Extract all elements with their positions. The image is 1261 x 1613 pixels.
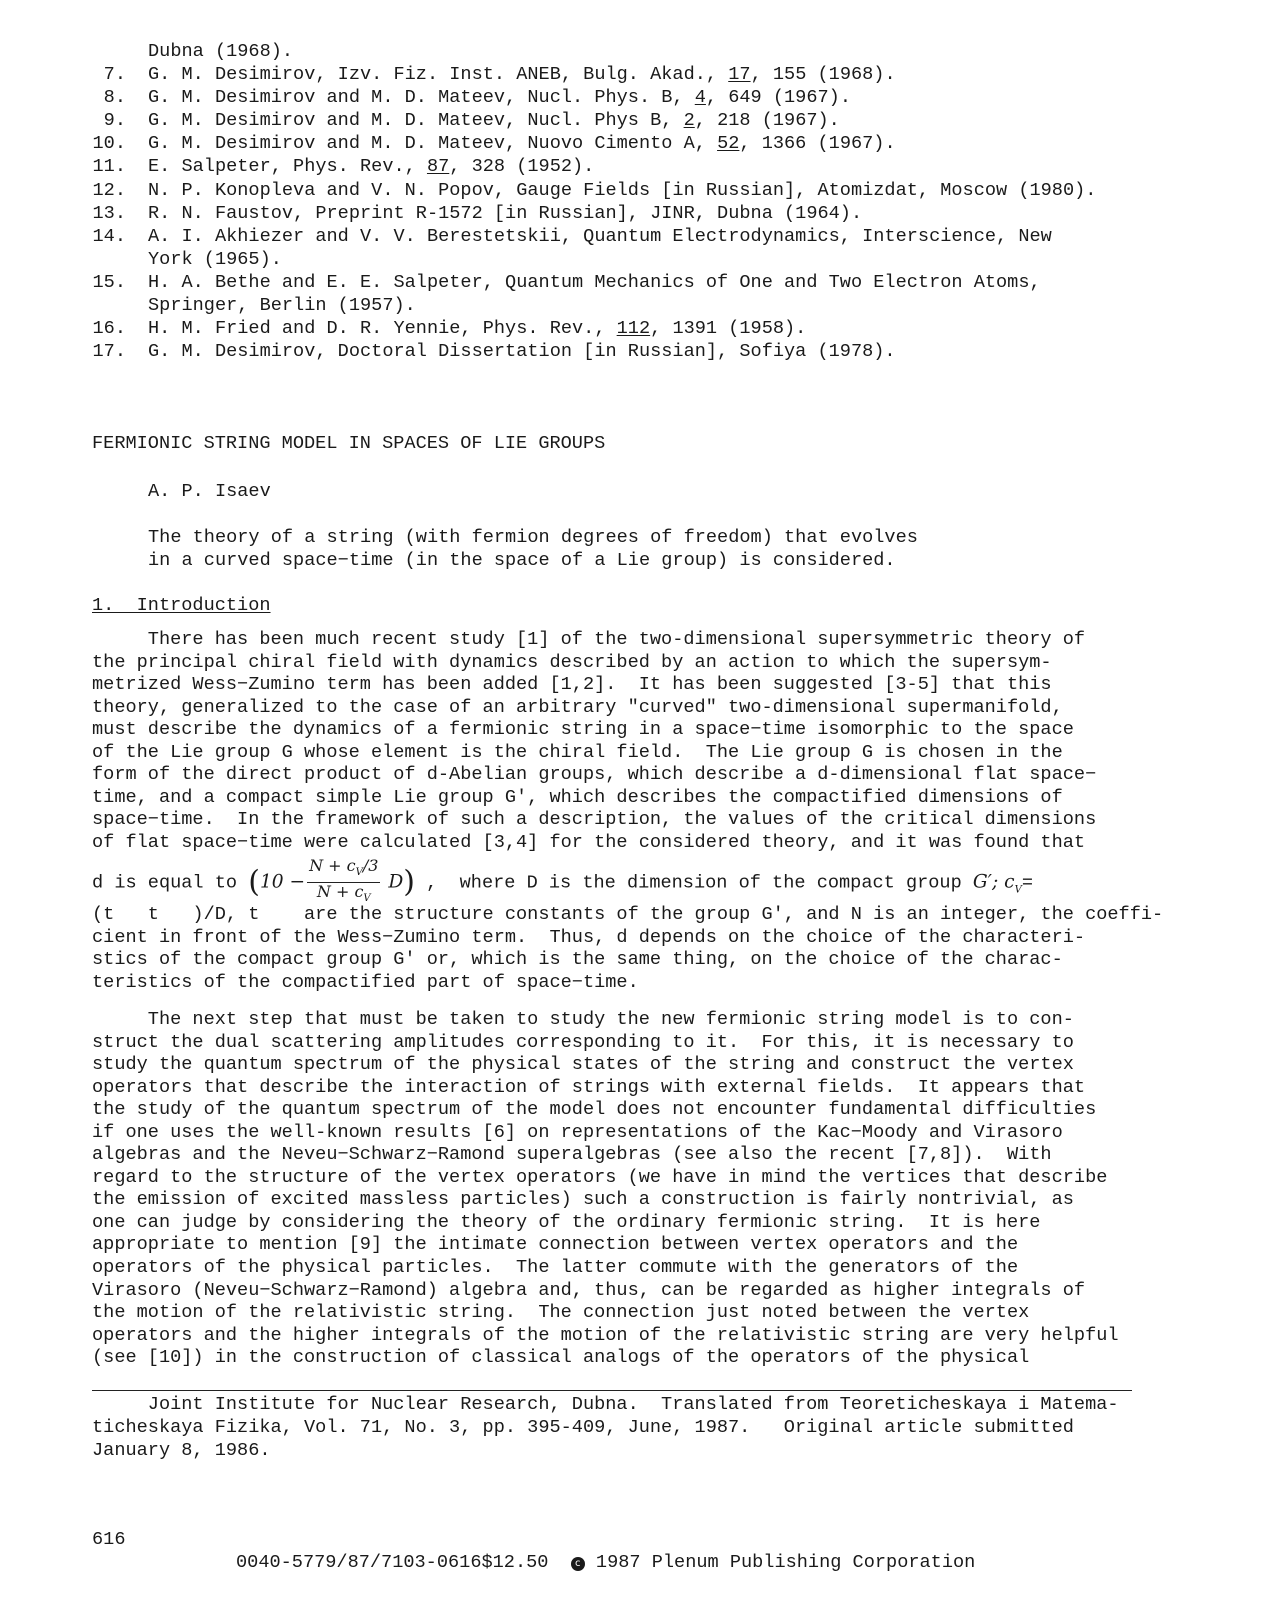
- section-heading-introduction: 1. Introduction: [92, 595, 271, 616]
- reference-number: 10.: [92, 133, 126, 155]
- copyright-icon: c: [571, 1557, 585, 1571]
- reference-item: [92, 202, 1172, 225]
- reference-text: G. M. Desimirov, Doctoral Dissertation [in Russian], Sofiya (1978).: [148, 341, 896, 363]
- reference-item: [92, 155, 1172, 178]
- formula-fraction: $\frac{N + c_V/3}{N + c_V}$: [309, 856, 379, 905]
- reference-item: [92, 132, 1172, 155]
- reference-text: N. P. Konopleva and V. N. Popov, Gauge Fields [in Russian], Atomizdat, Moscow (1980).: [148, 179, 1097, 201]
- reference-number: 16.: [92, 318, 126, 340]
- reference-continuation: Dubna (1968).: [148, 41, 294, 62]
- footnote-rule: [92, 1390, 1132, 1391]
- reference-item: [92, 179, 1172, 202]
- reference-text: G. M. Desimirov and M. D. Mateev, Nuovo Cimento A, 52, 1366 (1967).: [148, 133, 896, 155]
- article-author: A. P. Isaev: [148, 481, 271, 502]
- footnote: Joint Institute for Nuclear Research, Dubna. Translated from Teoreticheskaya i Matema- ticheskaya Fizika, Vol. 71, No. 3, pp. 395-409, June, 1987. Original article submitted January 8, 1986.: [92, 1394, 1119, 1461]
- reference-number: 7.: [103, 64, 126, 86]
- page-number: 616: [92, 1529, 126, 1550]
- formula-paren-close: ): [403, 864, 415, 900]
- paragraph-2: The next step that must be taken to study the new fermionic string model is to con- struct the dual scattering amplitudes corresponding to it. For this, it is necessary to study the quantum spectrum of the physical states of the string and construct the vertex operators that describe the interaction of strings with external fields. It appears that the study of the quantum spectrum of the model does not encounter fundamental difficulties if one uses the well-known results [6] on representations of the Kac−Moody and Virasoro algebras and the Neveu−Schwarz−Ramond superalgebras (see also the recent [7,8]). With regard to the structure of the vertex operators (we have in mind the vertices that describe the emission of excited massless particles) such a construction is fairly nontrivial, as one can judge by considering the theory of the ordinary fermionic string. It is here appropriate to mention [9] the intimate connection between vertex operators and the operators of the physical particles. The latter commute with the generators of the Virasoro (Neveu−Schwarz−Ramond) algebra and, thus, can be regarded as higher integrals of the motion of the relativistic string. The connection just noted between the vertex operators and the higher integrals of the motion of the relativistic string are very helpful (see [10]) in the construction of classical analogs of the operators of the physical: [92, 1009, 1119, 1369]
- paragraph-1-part-b: (t t )/D, t are the structure constants of the group G′, and N is an integer, the coeffi- cient in front of the Wess−Zumino term. Thus, d depends on the choice of the characteri- stics of the compact group G′ or, which is the same thing, on the choice of the charac- teristics of the compactified part of space−time.: [92, 904, 1164, 993]
- reference-item: [92, 86, 1172, 109]
- reference-number: 8.: [103, 87, 126, 109]
- reference-item: [92, 109, 1172, 132]
- reference-list: [92, 40, 1172, 363]
- reference-volume: 4: [694, 87, 706, 109]
- article-abstract: The theory of a string (with fermion degrees of freedom) that evolves in a curved space−time (in the space of a Lie group) is considered.: [148, 527, 918, 572]
- reference-volume: 52: [717, 133, 740, 155]
- article-title: FERMIONIC STRING MODEL IN SPACES OF LIE GROUPS: [92, 433, 606, 454]
- reference-volume: 112: [616, 318, 651, 340]
- reference-number: 17.: [92, 341, 126, 363]
- issn-price: 0040-5779/87/7103-0616$12.50 c 1987 Plenum Publishing Corporation: [236, 1552, 976, 1573]
- reference-text: H. A. Bethe and E. E. Salpeter, Quantum Mechanics of One and Two Electron Atoms,: [148, 271, 1041, 293]
- reference-item: [92, 225, 1172, 248]
- reference-text: G. M. Desimirov, Izv. Fiz. Inst. ANEB, Bulg. Akad., 17, 155 (1968).: [148, 64, 896, 86]
- reference-volume: 17: [728, 64, 751, 86]
- reference-number: 9.: [103, 110, 126, 132]
- reference-text: G. M. Desimirov and M. D. Mateev, Nucl. Phys B, 2, 218 (1967).: [148, 110, 840, 132]
- reference-text: E. Salpeter, Phys. Rev., 87, 328 (1952).: [148, 156, 595, 178]
- reference-number: 14.: [92, 225, 126, 247]
- page-footer: [92, 1505, 1092, 1597]
- reference-text: R. N. Faustov, Preprint R-1572 [in Russian], JINR, Dubna (1964).: [148, 202, 863, 224]
- reference-item: [92, 317, 1172, 340]
- reference-continuation: Springer, Berlin (1957).: [148, 295, 416, 317]
- reference-text: H. M. Fried and D. R. Yennie, Phys. Rev., 112, 1391 (1958).: [148, 318, 807, 340]
- paragraph-1-part-a: There has been much recent study [1] of the two-dimensional supersymmetric theory of the principal chiral field with dynamics described by an action to which the supersym- metrized Wess−Zumino term has been added [1,2]. It has been suggested [3-5] that this theory, generalized to the case of an arbitrary "curved" two-dimensional supermanifold, must describe the dynamics of a fermionic string in a space−time isomorphic to the space of the Lie group G whose element is the chiral field. The Lie group G is chosen in the form of the direct product of d-Abelian groups, which describe a d-dimensional flat space− time, and a compact simple Lie group G′, which describes the compactified dimensions of space−time. In the framework of such a description, the values of the critical dimensions of flat space−time were calculated [3,4] for the considered theory, and it was found that: [92, 629, 1097, 853]
- reference-text: G. M. Desimirov and M. D. Mateev, Nucl. Phys. B, 4, 649 (1967).: [148, 87, 851, 109]
- formula-paren-open: (: [248, 864, 260, 900]
- reference-continuation: York (1965).: [148, 248, 282, 270]
- reference-number: 12.: [92, 179, 126, 201]
- reference-number: 15.: [92, 271, 126, 293]
- reference-volume: 2: [683, 110, 695, 132]
- reference-text: A. I. Akhiezer and V. V. Berestetskii, Quantum Electrodynamics, Interscience, New: [148, 225, 1052, 247]
- formula-line: d is equal to (10 − $\frac{N + c_V/3}{N + c_V}$ D) , where D is the dimension of the compact group G′; $c_V=$: [92, 857, 1033, 901]
- reference-number: 11.: [92, 156, 126, 178]
- reference-item: [92, 63, 1172, 86]
- reference-item: [92, 271, 1172, 294]
- reference-volume: 87: [426, 156, 450, 178]
- reference-item: [92, 340, 1172, 363]
- reference-number: 13.: [92, 202, 126, 224]
